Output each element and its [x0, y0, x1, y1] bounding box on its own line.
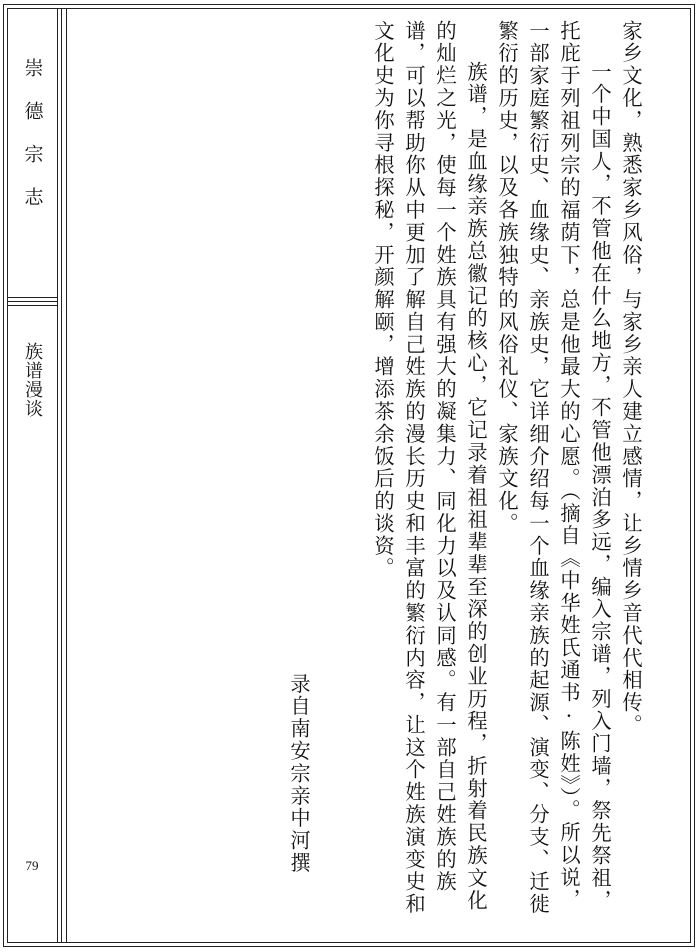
sidebar-divider: [66, 8, 67, 943]
page-number: 79: [25, 858, 39, 873]
book-title-text: 崇德宗志: [21, 58, 44, 230]
section-title-text: 族谱漫谈: [22, 342, 43, 418]
article-byline: 录自南安宗亲中河撰: [287, 673, 311, 875]
sidebar-divider: [57, 8, 58, 943]
sidebar-separator: [7, 297, 57, 298]
paragraph: 族谱，是血缘亲族总徽记的核心，它记录着祖祖辈辈至深的创业历程，折射着民族文化的灿烂之光，使每一个姓族具有强大的凝集力、同化力以及认同感。有一部自己姓族的族谱，可以帮助你从中更加了解自己姓族的漫长历史和丰富的繁衍内容，让这个姓族演变史和文化史为你寻根探秘，开颜解颐，增添茶余饭后的谈资。: [371, 20, 488, 916]
article-body: [371, 20, 646, 925]
sidebar-separator: [7, 301, 57, 302]
paragraph: 一个中国人，不管他在什么地方，不管他漂泊多远，编入宗谱，列入门墙，祭先祭祖，托庇于列祖列宗的福荫下，总是他最大的心愿。（摘自《中华姓氏通书·陈姓》）。所以说，一部家庭繁衍史、血缘史、亲族史，它详细介绍每一个血缘亲族的起源、演变、分支、迁徙繁衍的历史，以及各族独特的风俗礼仪、家族文化。: [495, 20, 612, 916]
sidebar-divider: [61, 8, 62, 943]
section-title: [7, 342, 57, 462]
book-title: [7, 58, 57, 258]
paragraph: 家乡文化，熟悉家乡风俗，与家乡亲人建立感情，让乡情乡音代代相传。: [619, 20, 643, 737]
sidebar-separator: [7, 305, 57, 306]
